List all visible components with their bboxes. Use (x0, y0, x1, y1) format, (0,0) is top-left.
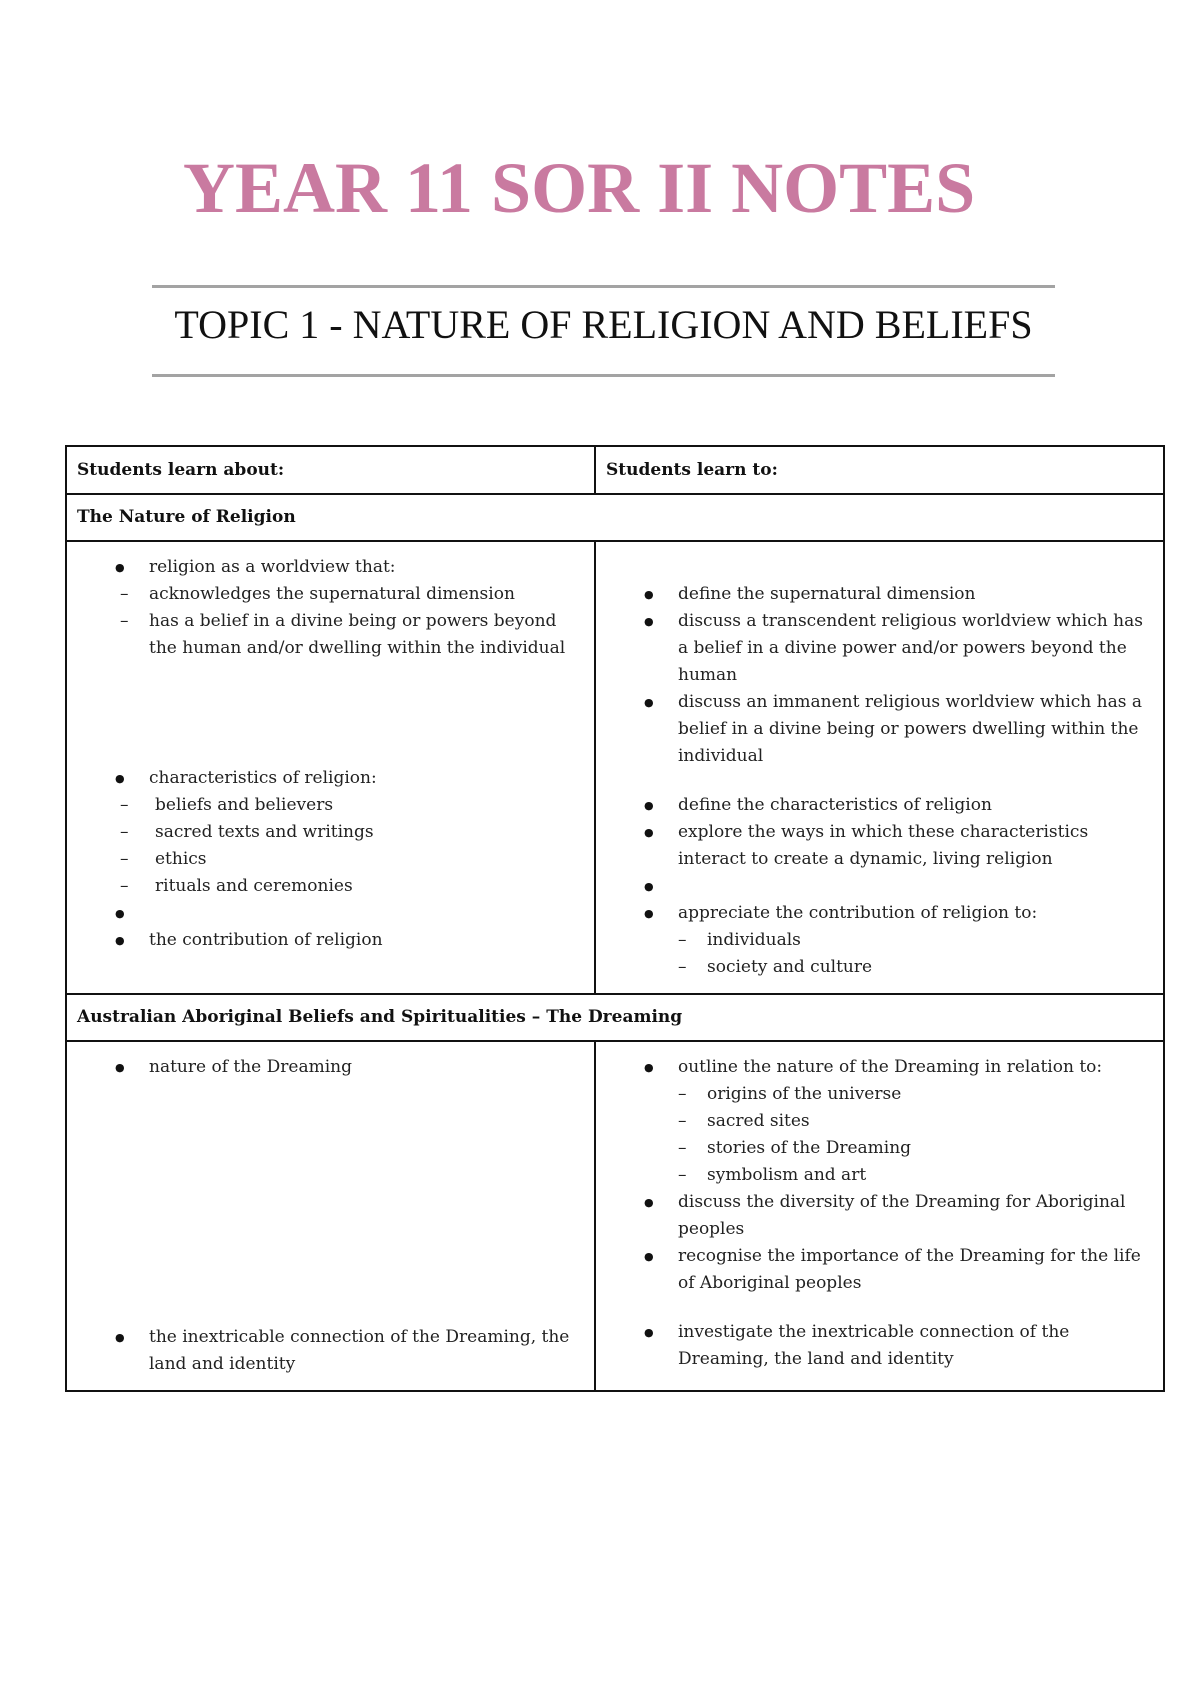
spacer (596, 873, 1155, 900)
table-row (66, 1041, 1164, 1391)
sub-list-item: – symbolism and art (678, 1162, 1155, 1189)
bullet-list (596, 581, 1155, 770)
sub-list-item: – individuals (678, 927, 1155, 954)
list-item-text: religion as a worldview that: (149, 557, 396, 577)
top-divider (152, 285, 1055, 288)
table-row (66, 541, 1164, 994)
bullet-list (67, 765, 586, 954)
list-item: ● discuss an immanent religious worldview which has a belief in a divine being or powers dwelling within the individual (596, 689, 1155, 770)
sub-list-item: – acknowledges the supernatural dimension (120, 581, 586, 608)
spacer (67, 900, 586, 927)
bullet-list (67, 1324, 586, 1378)
section-row (66, 494, 1164, 541)
topic-subtitle: TOPIC 1 - NATURE OF RELIGION AND BELIEFS (174, 302, 1033, 347)
sub-list-item (120, 792, 586, 819)
sub-list-item (120, 846, 586, 873)
list-item-text: appreciate the contribution of religion to: (678, 903, 1038, 923)
sub-list-item: – origins of the universe (678, 1081, 1155, 1108)
list-item: ● nature of the Dreaming (67, 1054, 586, 1081)
section-title-nature-of-religion: The Nature of Religion (66, 494, 1164, 541)
sub-list-item-text: beliefs and believers (155, 795, 334, 815)
learn-to-cell (595, 541, 1164, 994)
list-item: ● the contribution of religion (67, 927, 586, 954)
sub-list-item: – society and culture (678, 954, 1155, 981)
section-row (66, 994, 1164, 1041)
learn-to-cell (595, 1041, 1164, 1391)
list-item: ● define the supernatural dimension (596, 581, 1155, 608)
header-learn-to: Students learn to: (595, 446, 1164, 494)
learn-about-cell (66, 541, 595, 994)
list-item (67, 554, 586, 662)
list-item: ● discuss a transcendent religious worldview which has a belief in a divine power and/or powers beyond the human (596, 608, 1155, 689)
sub-list-item-text: sacred texts and writings (155, 822, 374, 842)
sub-list (120, 581, 586, 662)
list-item: ● the inextricable connection of the Dreaming, the land and identity (67, 1324, 586, 1378)
bullet-list (596, 1319, 1155, 1373)
section-title-dreaming: Australian Aboriginal Beliefs and Spiritualities – The Dreaming (66, 994, 1164, 1041)
syllabus-table (65, 445, 1165, 1392)
list-item: ● discuss the diversity of the Dreaming for Aboriginal peoples (596, 1189, 1155, 1243)
bullet-list (596, 792, 1155, 981)
sub-list (120, 792, 586, 900)
sub-list-item (120, 819, 586, 846)
learn-about-cell (66, 1041, 595, 1391)
list-item-text: characteristics of religion: (149, 768, 377, 788)
list-item: ● recognise the importance of the Dreaming for the life of Aboriginal peoples (596, 1243, 1155, 1297)
list-item-text: outline the nature of the Dreaming in relation to: (678, 1057, 1103, 1077)
list-item (596, 1054, 1155, 1189)
bullet-list (596, 1054, 1155, 1297)
list-item (67, 765, 586, 900)
list-item (596, 900, 1155, 981)
table-header-row (66, 446, 1164, 494)
sub-list-item-text: rituals and ceremonies (155, 876, 353, 896)
header-learn-about: Students learn about: (66, 446, 595, 494)
list-item: ● define the characteristics of religion (596, 792, 1155, 819)
sub-list-item (120, 873, 586, 900)
bottom-divider (152, 374, 1055, 377)
sub-list-item: – sacred sites (678, 1108, 1155, 1135)
sub-list (678, 927, 1155, 981)
sub-list (678, 1081, 1155, 1189)
sub-list-item: – stories of the Dreaming (678, 1135, 1155, 1162)
bullet-list (67, 1054, 586, 1081)
list-item: ● investigate the inextricable connection of the Dreaming, the land and identity (596, 1319, 1155, 1373)
sub-list-item: – has a belief in a divine being or powers beyond the human and/or dwelling within the individual (120, 608, 586, 662)
page-title: YEAR 11 SOR II NOTES (183, 148, 976, 228)
list-item: ● explore the ways in which these characteristics interact to create a dynamic, living religion (596, 819, 1155, 873)
bullet-list (67, 554, 586, 662)
sub-list-item-text: ethics (155, 849, 207, 869)
